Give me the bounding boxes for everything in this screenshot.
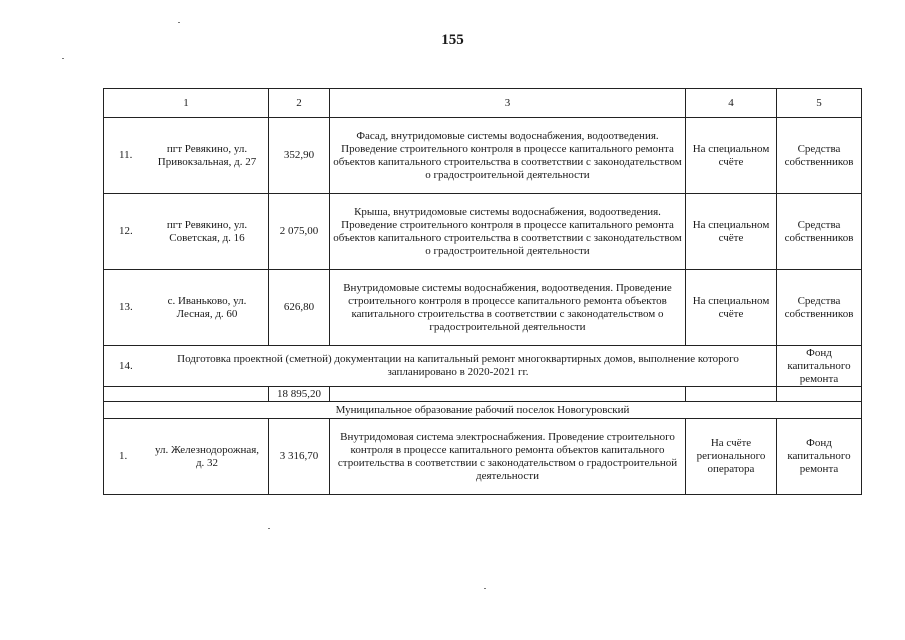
row-number: 13. xyxy=(119,301,133,313)
design-docs-cell xyxy=(104,346,777,387)
section-title: Муниципальное образование рабочий поселок Новогуровский xyxy=(104,402,862,419)
total-area: 18 895,20 xyxy=(269,387,330,402)
empty-cell xyxy=(777,387,862,402)
address: пгт Ревякино, ул. Советская, д. 16 xyxy=(166,218,248,244)
section-header-row xyxy=(104,402,862,419)
column-number-row xyxy=(104,89,862,118)
address: с. Иваньково, ул. Лесная, д. 60 xyxy=(167,294,247,320)
account-cell: На специальном счёте xyxy=(686,270,777,346)
account-cell: На счёте регионального оператора xyxy=(686,419,777,495)
column-number: 1 xyxy=(104,89,269,118)
scan-speck xyxy=(178,22,180,23)
table-row xyxy=(104,118,862,194)
address-cell xyxy=(104,419,269,495)
empty-cell xyxy=(104,387,269,402)
column-number: 3 xyxy=(330,89,686,118)
row-number: 1. xyxy=(119,450,128,462)
design-docs-text: Подготовка проектной (сметной) документации на капитальный ремонт многоквартирных домов, выполнение которого запланировано в 2020-2021 гг. xyxy=(177,353,739,378)
funding-source-cell: Средства собственников xyxy=(777,194,862,270)
scan-speck xyxy=(268,528,270,529)
funding-source-cell: Фонд капитального ремонта xyxy=(777,419,862,495)
page-number: 155 xyxy=(441,32,464,48)
table-row xyxy=(104,270,862,346)
area-cell: 2 075,00 xyxy=(269,194,330,270)
row-number: 11. xyxy=(119,149,133,161)
table-row xyxy=(104,346,862,387)
account-cell: На специальном счёте xyxy=(686,194,777,270)
address: пгт Ревякино, ул. Привокзальная, д. 27 xyxy=(157,142,257,168)
address-cell xyxy=(104,118,269,194)
empty-cell xyxy=(686,387,777,402)
works-cell: Внутридомовые системы водоснабжения, водоотведения. Проведение строительного контроля в процессе капитального ремонта объектов капитального строительства в соответствии с законодательством о градостроительной деятельности xyxy=(330,270,686,346)
address-cell xyxy=(104,270,269,346)
address-cell xyxy=(104,194,269,270)
area-cell: 3 316,70 xyxy=(269,419,330,495)
column-number: 4 xyxy=(686,89,777,118)
table-row xyxy=(104,194,862,270)
area-cell: 352,90 xyxy=(269,118,330,194)
total-row xyxy=(104,387,862,402)
empty-cell xyxy=(330,387,686,402)
works-cell: Крыша, внутридомовые системы водоснабжения, водоотведения. Проведение строительного контроля в процессе капитального ремонта объектов капитального строительства в соответствии с законодательством о градостроительной деятельности xyxy=(330,194,686,270)
repair-schedule-table xyxy=(103,88,862,495)
address: ул. Железнодорожная, д. 32 xyxy=(154,443,260,469)
works-cell: Фасад, внутридомовые системы водоснабжения, водоотведения. Проведение строительного контроля в процессе капитального ремонта объектов капитального строительства в соответствии с законодательством о градостроительной деятельности xyxy=(330,118,686,194)
funding-source-cell: Средства собственников xyxy=(777,118,862,194)
account-cell: На специальном счёте xyxy=(686,118,777,194)
funding-source-cell: Фонд капитального ремонта xyxy=(777,346,862,387)
scan-speck xyxy=(484,588,486,589)
row-number: 12. xyxy=(119,225,133,237)
column-number: 5 xyxy=(777,89,862,118)
area-cell: 626,80 xyxy=(269,270,330,346)
funding-source-cell: Средства собственников xyxy=(777,270,862,346)
scan-speck xyxy=(62,58,64,59)
row-number: 14. xyxy=(119,359,133,372)
works-cell: Внутридомовая система электроснабжения. Проведение строительного контроля в процессе капитального ремонта объектов капитального строительства в соответствии с законодательством о градостроительной деятельности xyxy=(330,419,686,495)
table-row xyxy=(104,419,862,495)
column-number: 2 xyxy=(269,89,330,118)
